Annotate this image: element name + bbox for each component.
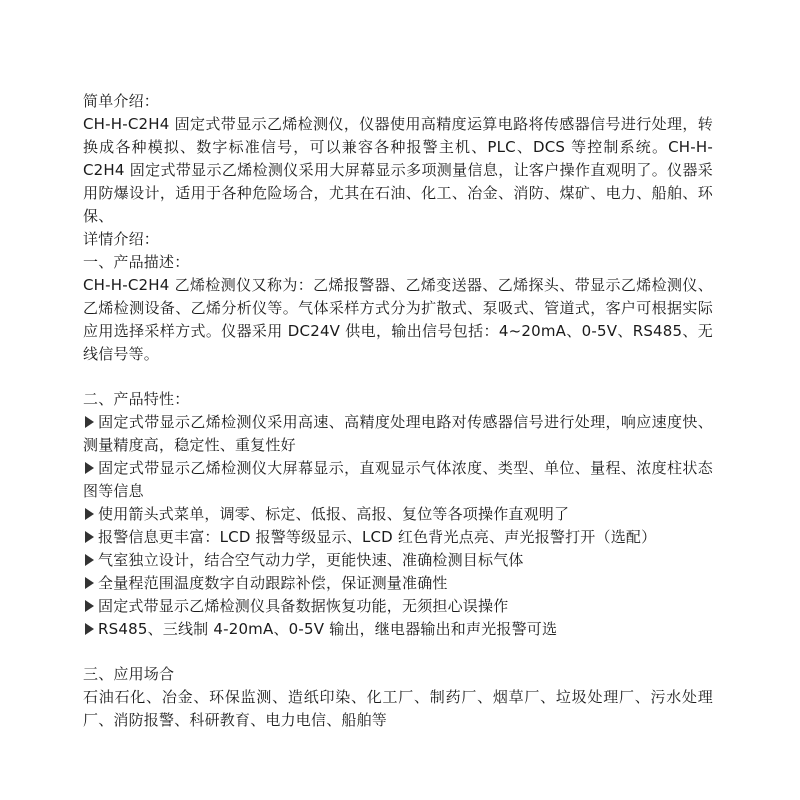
feature-item xyxy=(83,503,713,526)
section1-body: CH-H-C2H4 乙烯检测仪又称为：乙烯报警器、乙烯变送器、乙烯探头、带显示乙烯检测仪、乙烯检测设备、乙烯分析仪等。气体采样方式分为扩散式、泵吸式、管道式，客户可根据实际应用选择采样方式。仪器采用 DC24V 供电，输出信号包括：4~20mA、0-5V、RS485、无线信号等。 xyxy=(83,276,713,363)
feature-list xyxy=(83,411,713,641)
arrow-right-icon xyxy=(85,508,94,520)
section1-heading: 一、产品描述： xyxy=(83,253,190,271)
arrow-right-icon xyxy=(85,554,94,566)
feature-item xyxy=(83,595,713,618)
spacer xyxy=(83,366,713,388)
feature-text: 气室独立设计，结合空气动力学，更能快速、准确检测目标气体 xyxy=(98,551,524,569)
feature-item xyxy=(83,572,713,595)
feature-item xyxy=(83,457,713,503)
feature-item xyxy=(83,526,713,549)
arrow-right-icon xyxy=(85,531,94,543)
feature-text: 全量程范围温度数字自动跟踪补偿，保证测量准确性 xyxy=(98,574,448,592)
section3-heading: 三、应用场合 xyxy=(83,665,175,683)
document-page xyxy=(83,90,713,732)
feature-text: 固定式带显示乙烯检测仪具备数据恢复功能，无须担心误操作 xyxy=(98,597,509,615)
feature-text: 固定式带显示乙烯检测仪采用高速、高精度处理电路对传感器信号进行处理，响应速度快、测量精度高，稳定性、重复性好 xyxy=(83,413,713,454)
section2-heading: 二、产品特性： xyxy=(83,390,190,408)
details-heading: 详情介绍： xyxy=(83,230,160,248)
section3-body: 石油石化、冶金、环保监测、造纸印染、化工厂、制药厂、烟草厂、垃圾处理厂、污水处理厂、消防报警、科研教育、电力电信、船舶等 xyxy=(83,688,713,729)
feature-text: RS485、三线制 4-20mA、0-5V 输出，继电器输出和声光报警可选 xyxy=(98,620,558,638)
arrow-right-icon xyxy=(85,623,94,635)
feature-item xyxy=(83,549,713,572)
feature-text: 报警信息更丰富：LCD 报警等级显示、LCD 红色背光点亮、声光报警打开（选配） xyxy=(98,528,657,546)
feature-text: 使用箭头式菜单，调零、标定、低报、高报、复位等各项操作直观明了 xyxy=(98,505,570,523)
spacer xyxy=(83,641,713,663)
arrow-right-icon xyxy=(85,416,94,428)
feature-text: 固定式带显示乙烯检测仪大屏幕显示，直观显示气体浓度、类型、单位、量程、浓度柱状态图等信息 xyxy=(83,459,713,500)
arrow-right-icon xyxy=(85,577,94,589)
arrow-right-icon xyxy=(85,462,94,474)
intro-body: CH-H-C2H4 固定式带显示乙烯检测仪，仪器使用高精度运算电路将传感器信号进行处理，转换成各种模拟、数字标准信号，可以兼容各种报警主机、PLC、DCS 等控制系统。CH-H-C2H4 固定式带显示乙烯检测仪采用大屏幕显示多项测量信息，让客户操作直观明了。仪器采用防爆设计，适用于各种危险场合，尤其在石油、化工、冶金、消防、煤矿、电力、船舶、环保、 xyxy=(83,115,713,225)
feature-item xyxy=(83,411,713,457)
intro-heading: 简单介绍： xyxy=(83,92,160,110)
feature-item xyxy=(83,618,713,641)
arrow-right-icon xyxy=(85,600,94,612)
